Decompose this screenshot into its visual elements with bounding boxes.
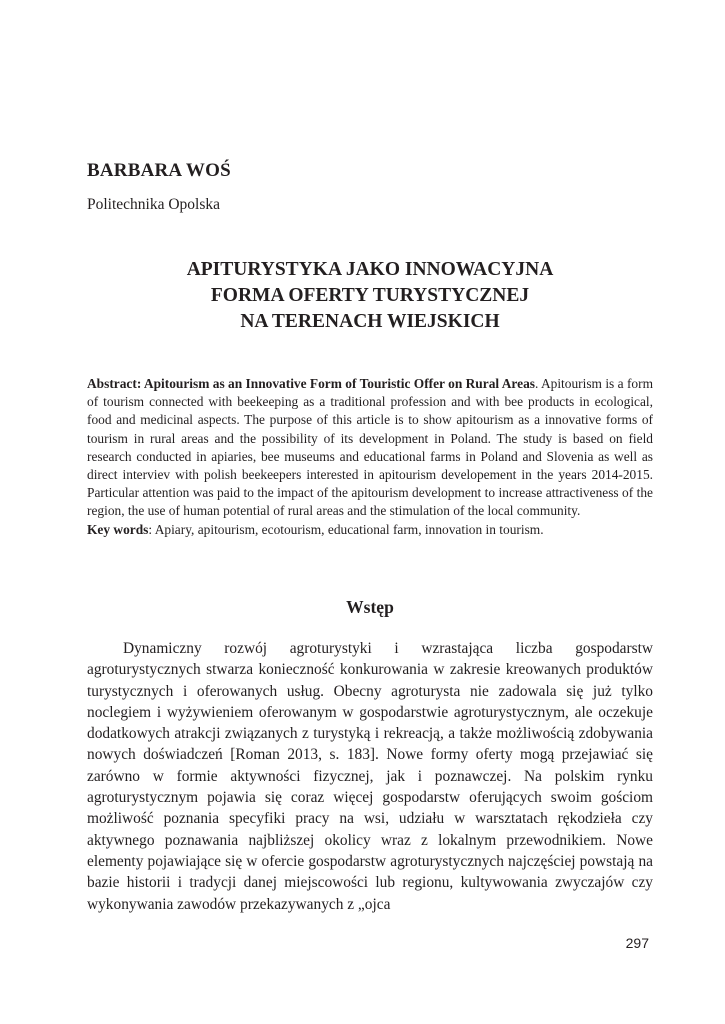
keywords-paragraph: [87, 521, 653, 539]
body-paragraph-text: Dynamiczny rozwój agroturystyki i wzrastająca liczba gospodarstw agroturystycznych stwarza konieczność konkurowania w zakresie kreowanych produktów turystycznych i oferowanych usług. Obecny agroturysta nie zadowala się już tylko noclegiem i wyżywieniem oferowanym w gospodarstwie agroturystycznym, ale oczekuje dodatkowych atrakcji związanych z turystyką i rekreacją, a także możliwością zdobywania nowych doświadczeń [Roman 2013, s. 183]. Nowe formy oferty mogą przejawiać się zarówno w formie aktywności fizycznej, jak i poznawczej. Na polskim rynku agroturystycznym pojawia się coraz więcej gospodarstw oferujących swoim gościom możliwość poznania specyfiki pracy na wsi, udziału w warsztatach rękodzieła czy aktywnego poznawania najbliższej okolicy wraz z lokalnym przewodnikiem. Nowe elementy pojawiające się w ofercie gospodarstw agroturystycznych najczęściej powstają na bazie historii i tradycji danej miejscowości lub regionu, kultywowania zwyczajów czy wykonywania zawodów przekazywanych z „ojca: [87, 640, 653, 913]
section-heading: Wstęp: [346, 597, 394, 617]
author-name: BARBARA WOŚ: [87, 160, 231, 181]
title-line-2: FORMA OFERTY TURYSTYCZNEJ: [210, 285, 530, 306]
author-affiliation: Politechnika Opolska: [87, 196, 221, 213]
abstract-paragraph: [87, 375, 653, 521]
keywords-label: Key words: [87, 521, 149, 537]
title-line-3: NA TERENACH WIEJSKICH: [240, 311, 500, 332]
body-paragraph: [87, 638, 653, 915]
title-line-1: APITURYSTYKA JAKO INNOWACYJNA: [186, 259, 554, 280]
page-number: 297: [625, 935, 649, 951]
article-title: [87, 257, 653, 335]
keywords-text: : Apiary, apitourism, ecotourism, educational farm, innovation in tourism.: [148, 521, 544, 537]
abstract-text: . Apitourism is a form of tourism connected with beekeeping as a traditional profession and with bee products in ecological, food and medicinal aspects. The purpose of this article is to show apitourism as a innovative forms of tourism in rural areas and the possibility of its development in Poland. The study is based on field research conducted in apiaries, bee museums and educational farms in Poland and Slovenia as well as direct interviev with polish beekeepers interested in apitourism developement in the years 2014-2015. Particular attention was paid to the impact of the apitourism development to increase attractiveness of the region, the use of human potential of rural areas and the stimulation of the local community.: [87, 376, 653, 519]
abstract-label: Abstract: Apitourism as an Innovative Form of Touristic Offer on Rural Areas: [87, 376, 535, 391]
abstract-block: [87, 375, 653, 539]
